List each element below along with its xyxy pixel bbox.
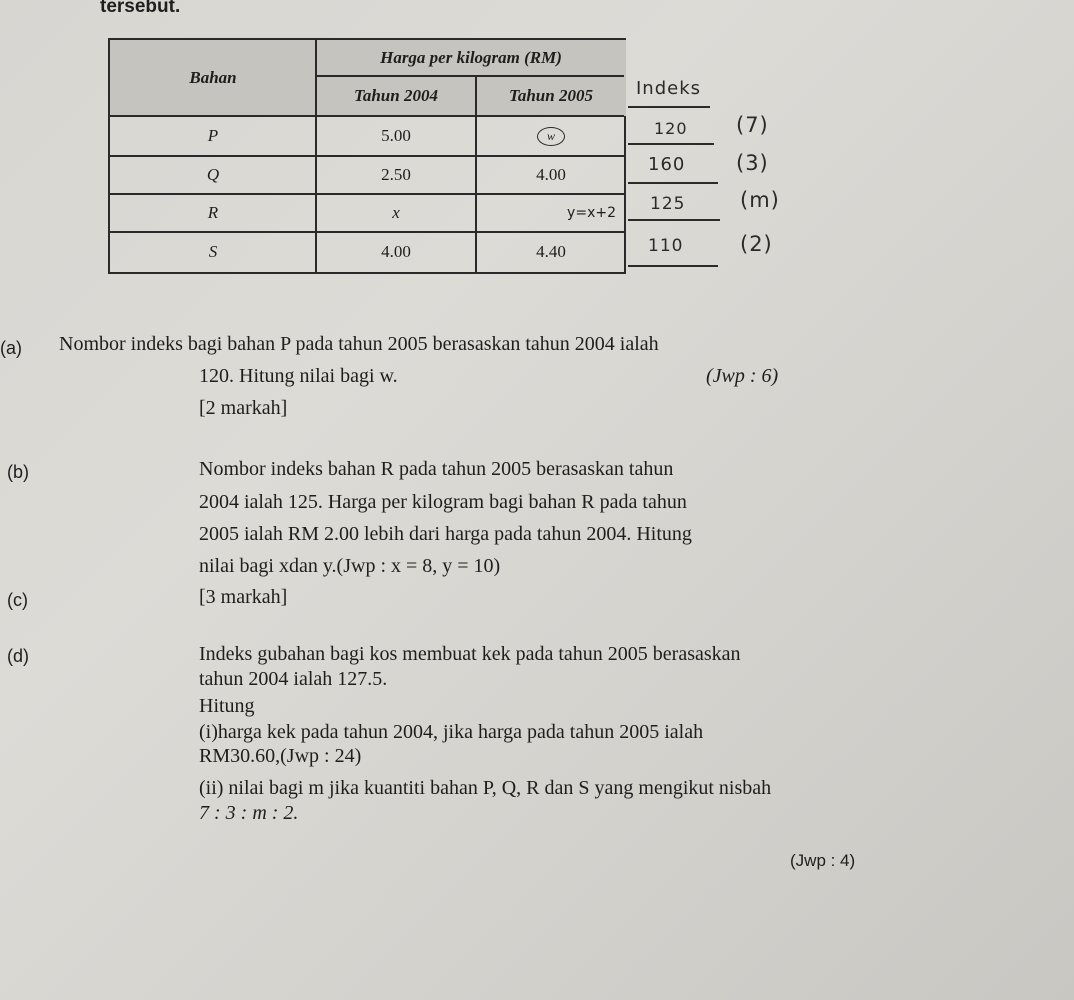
q-a-line1: Nombor indeks bagi bahan P pada tahun 2005 berasaskan tahun 2004 ialah [59, 333, 659, 355]
q-d-line5: RM30.60,(Jwp : 24) [199, 745, 362, 767]
row-q-bahan: Q [206, 165, 220, 184]
hw-weight-q: (3) [736, 151, 769, 175]
header-tahun-2005: Tahun 2005 [476, 76, 626, 116]
row-p-2005 [476, 116, 626, 156]
row-r-2004: x [392, 203, 400, 222]
hw-underline [628, 106, 710, 108]
hw-index-s: 110 [648, 236, 684, 256]
hw-index-p: 120 [654, 119, 688, 138]
hw-weight-s: (2) [740, 232, 773, 256]
label-d: (d) [7, 646, 29, 666]
q-a-line2: 120. Hitung nilai bagi w. [199, 365, 398, 387]
label-c: (c) [7, 590, 28, 610]
grid-line [110, 115, 624, 117]
header-harga: Harga per kilogram (RM) [316, 40, 626, 76]
q-d-line4: (i)harga kek pada tahun 2004, jika harga pada tahun 2005 ialah [199, 721, 704, 743]
row-s-2004: 4.00 [381, 242, 411, 261]
q-a-marks: [2 markah] [199, 397, 288, 419]
top-text: tersebut. [100, 0, 181, 17]
row-p-bahan: P [207, 126, 219, 145]
row-s-2005: 4.40 [536, 242, 566, 261]
hw-index-r: 125 [650, 194, 686, 214]
hw-underline [628, 143, 714, 145]
hw-underline [628, 265, 718, 267]
hw-weight-r: (m) [740, 188, 780, 212]
q-b-line2: 2004 ialah 125. Harga per kilogram bagi bahan R pada tahun [199, 491, 687, 513]
q-b-line1: Nombor indeks bahan R pada tahun 2005 berasaskan tahun [199, 458, 674, 480]
hw-index-header: Indeks [636, 78, 702, 99]
header-tahun-2004: Tahun 2004 [316, 76, 476, 116]
grid-line [475, 76, 477, 272]
grid-line [110, 231, 624, 233]
hw-underline [628, 219, 720, 221]
grid-line [110, 193, 624, 195]
q-d-line2: tahun 2004 ialah 127.5. [199, 668, 388, 690]
row-q-2004: 2.50 [381, 165, 411, 184]
grid-line [110, 155, 624, 157]
w-circled: w [537, 127, 565, 146]
q-a-jwp: (Jwp : 6) [706, 365, 779, 387]
q-b-line3: 2005 ialah RM 2.00 lebih dari harga pada tahun 2004. Hitung [199, 523, 692, 545]
hw-index-q: 160 [648, 154, 686, 175]
hw-underline [628, 182, 718, 184]
label-a: (a) [0, 338, 22, 358]
price-table [108, 38, 626, 274]
q-b-line4: nilai bagi xdan y.(Jwp : x = 8, y = 10) [199, 555, 501, 577]
q-d-line3: Hitung [199, 695, 255, 717]
row-s-bahan: S [208, 242, 218, 261]
label-b: (b) [7, 462, 29, 482]
q-d-line7: 7 : 3 : m : 2. [199, 802, 299, 824]
grid-line [316, 75, 624, 77]
header-bahan: Bahan [110, 40, 316, 116]
q-d-line6: (ii) nilai bagi m jika kuantiti bahan P, Q, R dan S yang mengikut nisbah [199, 777, 772, 799]
row-r-bahan: R [207, 203, 219, 222]
q-d-jwp: (Jwp : 4) [790, 851, 856, 870]
q-d-line1: Indeks gubahan bagi kos membuat kek pada tahun 2005 berasaskan [199, 643, 741, 665]
row-r-2005: y=x+2 [567, 205, 616, 221]
row-p-2004: 5.00 [381, 126, 411, 145]
q-c-marks: [3 markah] [199, 586, 288, 608]
row-q-2005: 4.00 [536, 165, 566, 184]
hw-weight-p: (7) [736, 113, 769, 137]
